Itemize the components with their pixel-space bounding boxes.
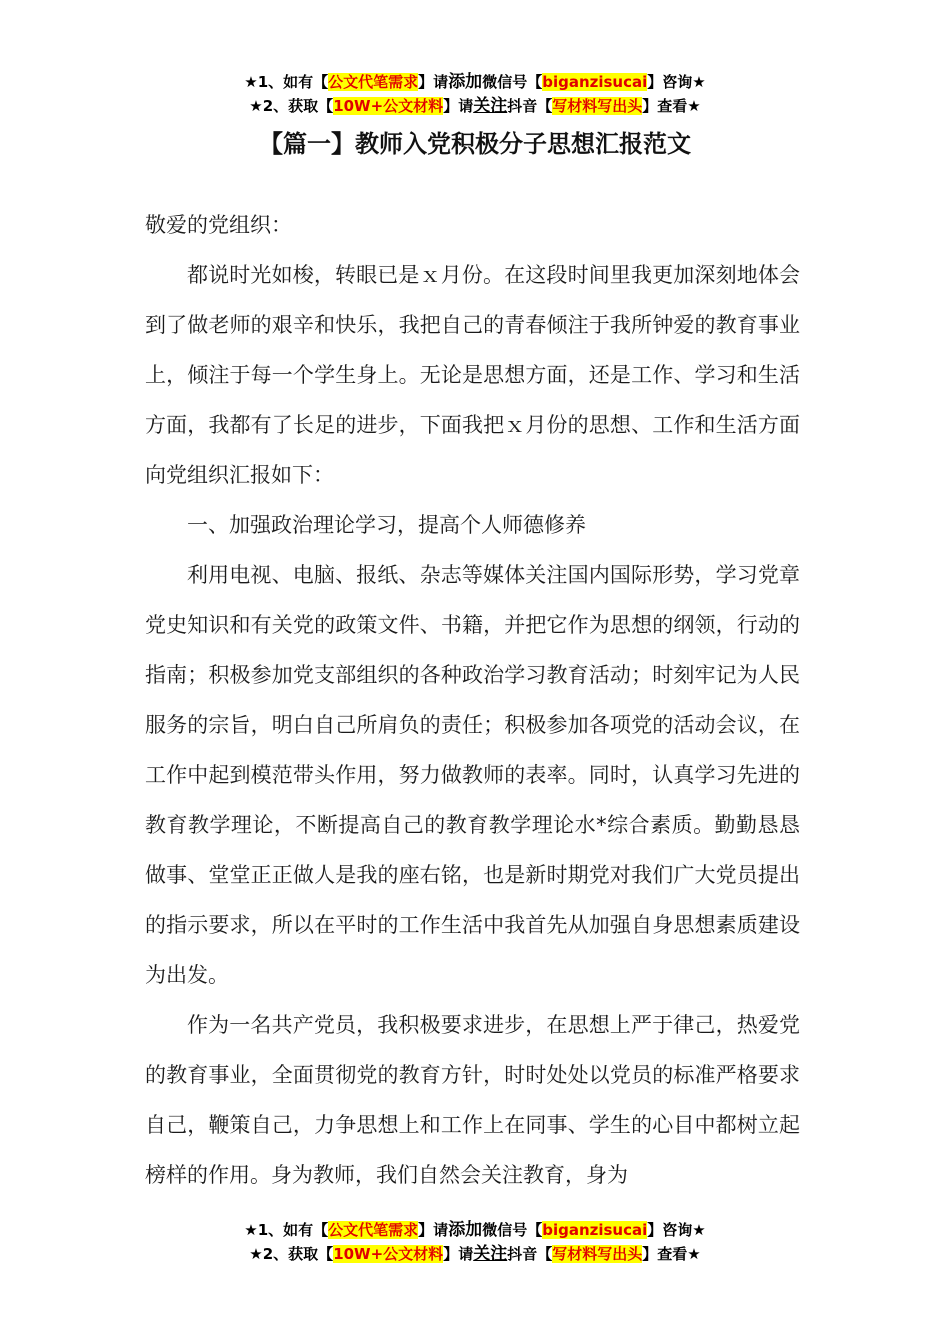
banner-emphasis: 添加 <box>448 72 483 92</box>
banner-text: ★2、获取【 <box>249 97 334 115</box>
banner-line-2 <box>0 94 950 118</box>
banner-text: 抖音【 <box>507 1245 553 1263</box>
paragraph: 作为一名共产党员，我积极要求进步，在思想上严于律己，热爱党的教育事业，全面贯彻党的教育方针，时时处处以党员的标准严格要求自己，鞭策自己，力争思想上和工作上在同事、学生的心目中都树立起榜样的作用。身为教师，我们自然会关注教育，身为 <box>145 1013 800 1187</box>
banner-text: 微信号【 <box>482 1221 543 1239</box>
banner-text: 】请 <box>443 1245 474 1263</box>
paragraph: 利用电视、电脑、报纸、杂志等媒体关注国内国际形势，学习党章党史知识和有关党的政策文件、书籍，并把它作为思想的纲领，行动的指南；积极参加党支部组织的各种政治学习教育活动；时刻牢记为人民服务的宗旨，明白自己所肩负的责任；积极参加各项党的活动会议，在工作中起到模范带头作用，努力做教师的表率。同时，认真学习先进的教育教学理论，不断提高自己的教育教学理论水*综合素质。勤勤恳恳做事、堂堂正正做人是我的座右铭，也是新时期党对我们广大党员提出的指示要求，所以在平时的工作生活中我首先从加强自身思想素质建设为出发。 <box>145 563 800 987</box>
banner-highlight: 公文代笔需求 <box>328 73 419 91</box>
header-banner <box>0 70 950 118</box>
banner-text: 】查看★ <box>642 1245 701 1263</box>
banner-wechat-id: biganzisucai <box>542 1221 648 1239</box>
banner-douyin-id: 写材料写出头 <box>552 97 643 115</box>
banner-douyin-id: 写材料写出头 <box>552 1245 643 1263</box>
banner-text: ★1、如有【 <box>244 73 329 91</box>
banner-emphasis: 关注 <box>473 96 508 116</box>
banner-highlight: 10W+公文材料 <box>333 97 444 115</box>
banner-emphasis: 关注 <box>473 1244 508 1264</box>
banner-text: 】咨询★ <box>647 73 706 91</box>
banner-emphasis: 添加 <box>448 1220 483 1240</box>
banner-text: 】请 <box>418 1221 449 1239</box>
banner-text: ★1、如有【 <box>244 1221 329 1239</box>
footer-banner <box>0 1218 950 1266</box>
banner-highlight: 10W+公文材料 <box>333 1245 444 1263</box>
banner-wechat-id: biganzisucai <box>542 73 648 91</box>
banner-text: 】请 <box>418 73 449 91</box>
document-title: 【篇一】教师入党积极分子思想汇报范文 <box>259 130 691 158</box>
banner-text: 】请 <box>443 97 474 115</box>
banner-text: 微信号【 <box>482 73 543 91</box>
banner-line-2 <box>0 1242 950 1266</box>
paragraph: 都说时光如梭，转眼已是ｘ月份。在这段时间里我更加深刻地体会到了做老师的艰辛和快乐，我把自己的青春倾注于我所钟爱的教育事业上，倾注于每一个学生身上。无论是思想方面，还是工作、学习和生活方面，我都有了长足的进步，下面我把ｘ月份的思想、工作和生活方面向党组织汇报如下： <box>145 263 800 487</box>
banner-text: ★2、获取【 <box>249 1245 334 1263</box>
banner-text: 】查看★ <box>642 97 701 115</box>
banner-text: 抖音【 <box>507 97 553 115</box>
banner-highlight: 公文代笔需求 <box>328 1221 419 1239</box>
document-body <box>145 200 800 1200</box>
section-heading: 一、加强政治理论学习，提高个人师德修养 <box>187 513 586 537</box>
banner-text: 】咨询★ <box>647 1221 706 1239</box>
salutation: 敬爱的党组织： <box>145 213 292 237</box>
banner-line-1 <box>0 1218 950 1242</box>
banner-line-1 <box>0 70 950 94</box>
